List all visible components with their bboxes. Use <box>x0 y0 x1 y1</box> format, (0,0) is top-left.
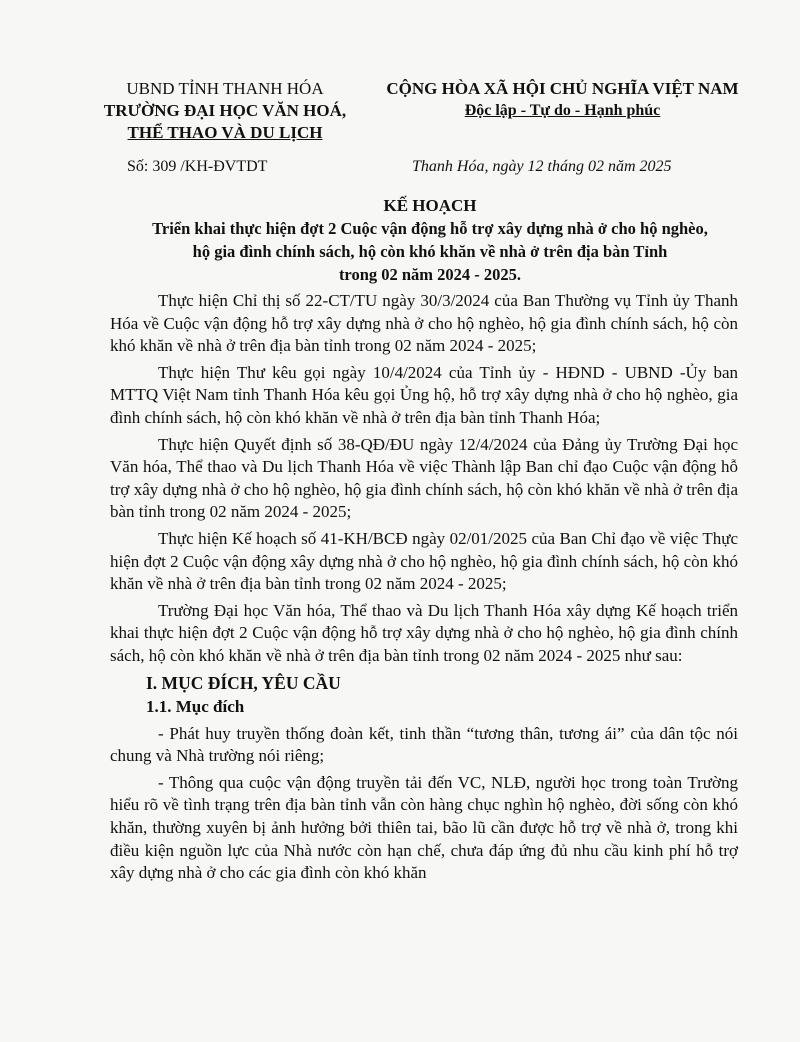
paragraph-6: - Phát huy truyền thống đoàn kết, tinh thần “tương thân, tương ái” của dân tộc nói chung và Nhà trường nói riêng; <box>110 723 738 766</box>
document-number: Số: 309 /KH-ĐVTDT <box>127 158 268 175</box>
document-body <box>110 290 738 889</box>
title-line-3: trong 02 năm 2024 - 2025. <box>338 265 522 284</box>
paragraph-5: Trường Đại học Văn hóa, Thể thao và Du lịch Thanh Hóa xây dựng Kế hoạch triển khai thực hiện đợt 2 Cuộc vận động hỗ trợ xây dựng nhà ở cho hộ nghèo, hộ gia đình chính sách, hộ còn khó khăn về nhà ở trên địa bàn tỉnh trong 02 năm 2024 - 2025 như sau: <box>110 600 738 665</box>
issuer-name-cont: THỂ THAO VÀ DU LỊCH <box>127 123 323 142</box>
issuer-header <box>70 78 380 144</box>
national-motto: Độc lập - Tự do - Hạnh phúc <box>464 102 661 119</box>
national-title: CỘNG HÒA XÃ HỘI CHỦ NGHĨA VIỆT NAM <box>386 79 739 98</box>
title-main: KẾ HOẠCH <box>383 196 477 215</box>
paragraph-1: Thực hiện Chỉ thị số 22-CT/TU ngày 30/3/2024 của Ban Thường vụ Tỉnh ủy Thanh Hóa về Cuộc vận động hỗ trợ xây dựng nhà ở cho hộ nghèo, hộ gia đình chính sách, hộ còn khó khăn về nhà ở trên địa bàn tỉnh trong 02 năm 2024 - 2025; <box>110 291 738 356</box>
issuer-name: TRƯỜNG ĐẠI HỌC VĂN HOÁ, <box>103 101 347 120</box>
paragraph-4: Thực hiện Kế hoạch số 41-KH/BCĐ ngày 02/01/2025 của Ban Chỉ đạo về việc Thực hiện đợt 2 Cuộc vận động xây dựng nhà ở cho hộ nghèo, hộ gia đình chính sách, hộ còn khó khăn về nhà ở trên địa bàn tỉnh trong 02 năm 2024 - 2025; <box>110 528 738 594</box>
paragraph-2: Thực hiện Thư kêu gọi ngày 10/4/2024 của Tỉnh ủy - HĐND - UBND -Ủy ban MTTQ Việt Nam tỉnh Thanh Hóa kêu gọi Ủng hộ, hỗ trợ xây dựng nhà ở cho hộ nghèo, gia đình chính sách, hộ còn khó khăn về nhà ở trên địa bàn tỉnh Thanh Hóa; <box>110 362 738 427</box>
national-header <box>365 78 760 122</box>
title-line-2: hộ gia đình chính sách, hộ còn khó khăn về nhà ở trên địa bàn Tỉnh <box>192 242 668 261</box>
issuer-province: UBND TỈNH THANH HÓA <box>126 79 324 98</box>
subsection-heading: 1.1. Mục đích <box>146 697 245 717</box>
paragraph-3: Thực hiện Quyết định số 38-QĐ/ĐU ngày 12/4/2024 của Đảng ủy Trường Đại học Văn hóa, Thể thao và Du lịch Thanh Hóa về việc Thành lập Ban chỉ đạo Cuộc vận động hỗ trợ xây dựng nhà ở cho hộ nghèo, hộ gia đình chính sách, hộ còn khó khăn về nhà ở trên địa bàn tỉnh trong 02 năm 2024 - 2025; <box>110 434 738 522</box>
section-heading: I. MỤC ĐÍCH, YÊU CẦU <box>146 672 341 693</box>
place-date: Thanh Hóa, ngày 12 tháng 02 năm 2025 <box>412 158 672 175</box>
paragraph-7: - Thông qua cuộc vận động truyền tải đến VC, NLĐ, người học trong toàn Trường hiểu rõ về tình trạng trên địa bàn tỉnh vẫn còn hàng chục nghìn hộ nghèo, đời sống còn khó khăn, thường xuyên bị ảnh hưởng bởi thiên tai, bão lũ cần được hỗ trợ về nhà ở, trong khi điều kiện nguồn lực của Nhà nước còn hạn chế, chưa đáp ứng đủ nhu cầu kinh phí hỗ trợ xây dựng nhà ở cho các gia đình còn khó khăn <box>110 772 738 883</box>
document-title <box>110 194 750 286</box>
title-line-1: Triển khai thực hiện đợt 2 Cuộc vận động hỗ trợ xây dựng nhà ở cho hộ nghèo, <box>152 219 708 238</box>
